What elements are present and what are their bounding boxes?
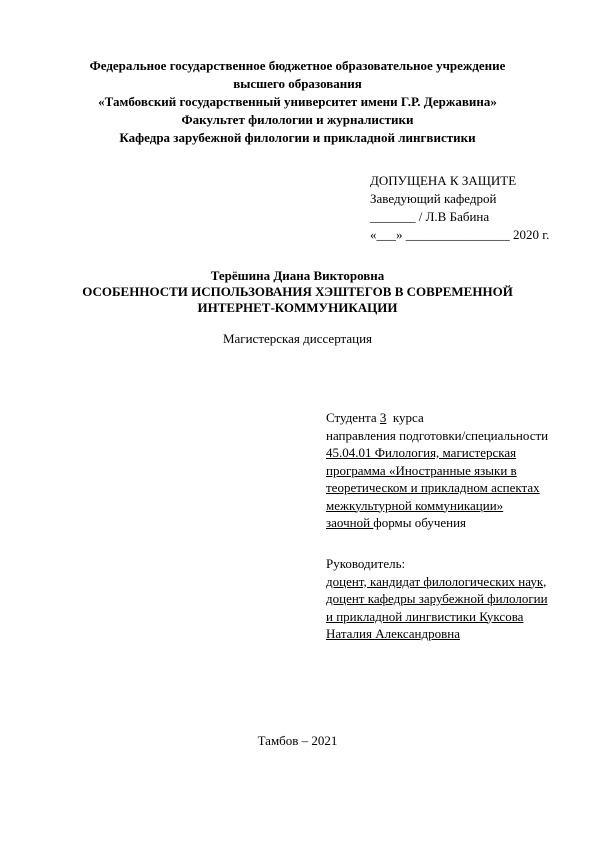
supervisor-label: Руководитель: — [326, 556, 406, 571]
header-line-4: Факультет филологии и журналистики — [181, 112, 414, 127]
approval-line-2: Заведующий кафедрой — [370, 191, 497, 206]
header-line-2: высшего образования — [233, 76, 362, 91]
supervisor-info — [326, 555, 548, 643]
supervisor-line-1: доцент, кандидат филологических наук, — [326, 573, 547, 589]
supervisor-line-3: и прикладной лингвистики Куксова — [326, 608, 524, 624]
student-line-2: направления подготовки/специальности — [326, 427, 549, 443]
city-year: Тамбов – 2021 — [257, 733, 338, 748]
course-prefix: Студента — [326, 410, 380, 425]
study-form-line — [326, 514, 548, 532]
header-line-5: Кафедра зарубежной филологии и прикладной лингвистики — [119, 130, 476, 145]
supervisor-line-2: доцент кафедры зарубежной филологии — [326, 591, 548, 606]
approval-line-3: _______ / Л.В Бабина — [370, 209, 490, 224]
header-line-3: «Тамбовский государственный университет имени Г.Р. Державина» — [98, 94, 497, 109]
approval-line-4: «___» ________________ 2020 г. — [370, 227, 550, 242]
approval-block — [370, 172, 549, 244]
header-line-1: Федеральное государственное бюджетное образовательное учреждение — [89, 58, 506, 73]
student-line-5: теоретическом и прикладном аспектах — [326, 480, 540, 495]
course-suffix: курса — [386, 410, 424, 425]
approval-line-1: ДОПУЩЕНА К ЗАЩИТЕ — [370, 173, 517, 188]
course-number: 3 — [379, 410, 387, 425]
student-line-4: программа «Иностранные языки в — [326, 462, 517, 478]
title-line-2: ИНТЕРНЕТ-КОММУНИКАЦИИ — [197, 300, 398, 315]
study-form-rest: формы обучения — [373, 515, 467, 530]
supervisor-line-4: Наталия Александровна — [326, 626, 460, 641]
student-course-line — [326, 409, 548, 427]
student-line-3: 45.04.01 Филология, магистерская — [326, 445, 517, 460]
title-line-1: ОСОБЕННОСТИ ИСПОЛЬЗОВАНИЯ ХЭШТЕГОВ В СОВРЕМЕННОЙ — [82, 284, 513, 299]
student-info — [326, 409, 548, 532]
work-type: Магистерская диссертация — [222, 331, 373, 346]
institution-header — [60, 57, 535, 147]
author-name: Терёшина Диана Викторовна — [210, 268, 385, 283]
thesis-title — [60, 284, 535, 316]
student-line-6: межкультурной коммуникации» — [326, 497, 504, 513]
study-form-underlined: заочной — [326, 515, 374, 530]
